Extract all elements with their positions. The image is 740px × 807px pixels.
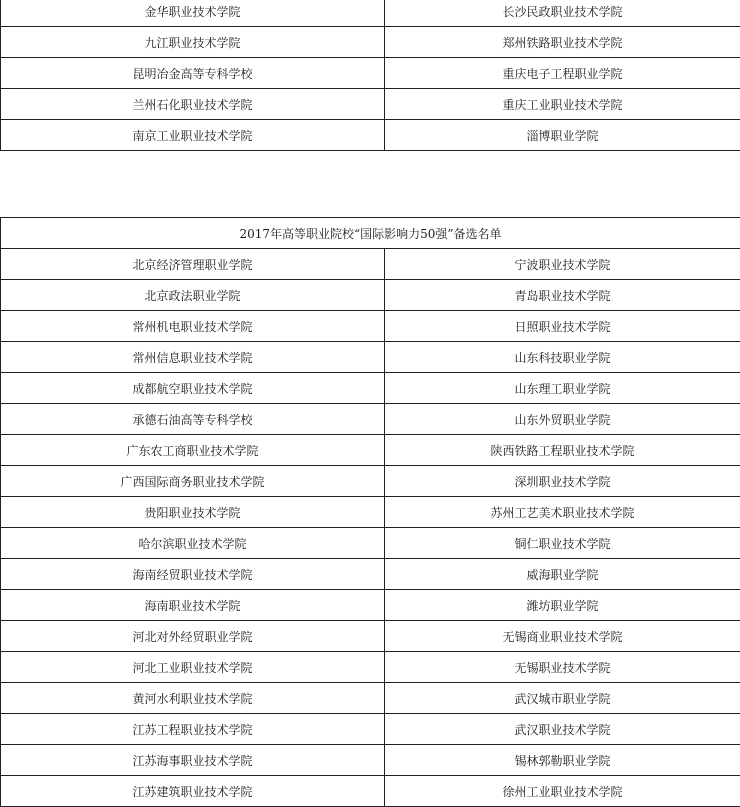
table-cell: 淄博职业学院 xyxy=(385,120,740,151)
table-cell: 陕西铁路工程职业技术学院 xyxy=(385,435,740,466)
table-cell: 南京工业职业技术学院 xyxy=(1,120,385,151)
table-cell: 山东外贸职业学院 xyxy=(385,404,740,435)
table-cell: 重庆工业职业技术学院 xyxy=(385,89,740,120)
table-cell: 江苏建筑职业技术学院 xyxy=(1,776,385,807)
table-cell: 重庆电子工程职业学院 xyxy=(385,58,740,89)
table-row xyxy=(1,683,740,714)
table-cell: 九江职业技术学院 xyxy=(1,27,385,58)
table-row xyxy=(1,776,740,807)
table-row xyxy=(1,466,740,497)
table-cell: 苏州工艺美术职业技术学院 xyxy=(385,497,740,528)
table-cell: 黄河水利职业技术学院 xyxy=(1,683,385,714)
table-cell: 武汉职业技术学院 xyxy=(385,714,740,745)
top-table-body xyxy=(1,0,740,151)
table-row xyxy=(1,280,740,311)
table-cell: 成都航空职业技术学院 xyxy=(1,373,385,404)
table-cell: 北京政法职业学院 xyxy=(1,280,385,311)
table-cell: 山东科技职业学院 xyxy=(385,342,740,373)
table-cell: 宁波职业技术学院 xyxy=(385,249,740,280)
table-row xyxy=(1,497,740,528)
table-row xyxy=(1,435,740,466)
table-cell: 无锡职业技术学院 xyxy=(385,652,740,683)
table-row xyxy=(1,621,740,652)
table-row xyxy=(1,342,740,373)
table-cell: 昆明冶金高等专科学校 xyxy=(1,58,385,89)
table-cell: 日照职业技术学院 xyxy=(385,311,740,342)
table-cell: 广西国际商务职业技术学院 xyxy=(1,466,385,497)
table-cell: 北京经济管理职业学院 xyxy=(1,249,385,280)
table-cell: 锡林郭勒职业学院 xyxy=(385,745,740,776)
table-cell: 江苏工程职业技术学院 xyxy=(1,714,385,745)
candidate-table-body xyxy=(1,218,740,807)
table-row xyxy=(1,714,740,745)
table-cell: 河北工业职业技术学院 xyxy=(1,652,385,683)
table-title-row xyxy=(1,218,740,249)
candidate-list-table xyxy=(0,217,740,807)
table-row xyxy=(1,528,740,559)
table-cell: 兰州石化职业技术学院 xyxy=(1,89,385,120)
table-row xyxy=(1,58,740,89)
table-cell: 武汉城市职业学院 xyxy=(385,683,740,714)
table-cell: 广东农工商职业技术学院 xyxy=(1,435,385,466)
table-cell: 海南经贸职业技术学院 xyxy=(1,559,385,590)
table-cell: 深圳职业技术学院 xyxy=(385,466,740,497)
table-title: 2017年高等职业院校“国际影响力50强”备选名单 xyxy=(1,218,740,249)
table-cell: 青岛职业技术学院 xyxy=(385,280,740,311)
table-row xyxy=(1,0,740,27)
table-cell: 徐州工业职业技术学院 xyxy=(385,776,740,807)
table-cell: 哈尔滨职业技术学院 xyxy=(1,528,385,559)
table-cell: 贵阳职业技术学院 xyxy=(1,497,385,528)
table-row xyxy=(1,652,740,683)
table-cell: 河北对外经贸职业学院 xyxy=(1,621,385,652)
table-cell: 常州信息职业技术学院 xyxy=(1,342,385,373)
table-cell: 铜仁职业技术学院 xyxy=(385,528,740,559)
table-cell: 江苏海事职业技术学院 xyxy=(1,745,385,776)
table-cell: 威海职业学院 xyxy=(385,559,740,590)
table-row xyxy=(1,249,740,280)
table-cell: 常州机电职业技术学院 xyxy=(1,311,385,342)
table-cell: 金华职业技术学院 xyxy=(1,0,385,27)
table-row xyxy=(1,89,740,120)
top-college-table xyxy=(0,0,740,151)
table-cell: 承德石油高等专科学校 xyxy=(1,404,385,435)
table-row xyxy=(1,311,740,342)
table-cell: 无锡商业职业技术学院 xyxy=(385,621,740,652)
table-row xyxy=(1,745,740,776)
table-row xyxy=(1,27,740,58)
table-row xyxy=(1,373,740,404)
table-row xyxy=(1,559,740,590)
table-row xyxy=(1,120,740,151)
table-cell: 郑州铁路职业技术学院 xyxy=(385,27,740,58)
table-cell: 海南职业技术学院 xyxy=(1,590,385,621)
table-row xyxy=(1,590,740,621)
table-row xyxy=(1,404,740,435)
table-cell: 山东理工职业学院 xyxy=(385,373,740,404)
table-cell: 潍坊职业学院 xyxy=(385,590,740,621)
table-cell: 长沙民政职业技术学院 xyxy=(385,0,740,27)
